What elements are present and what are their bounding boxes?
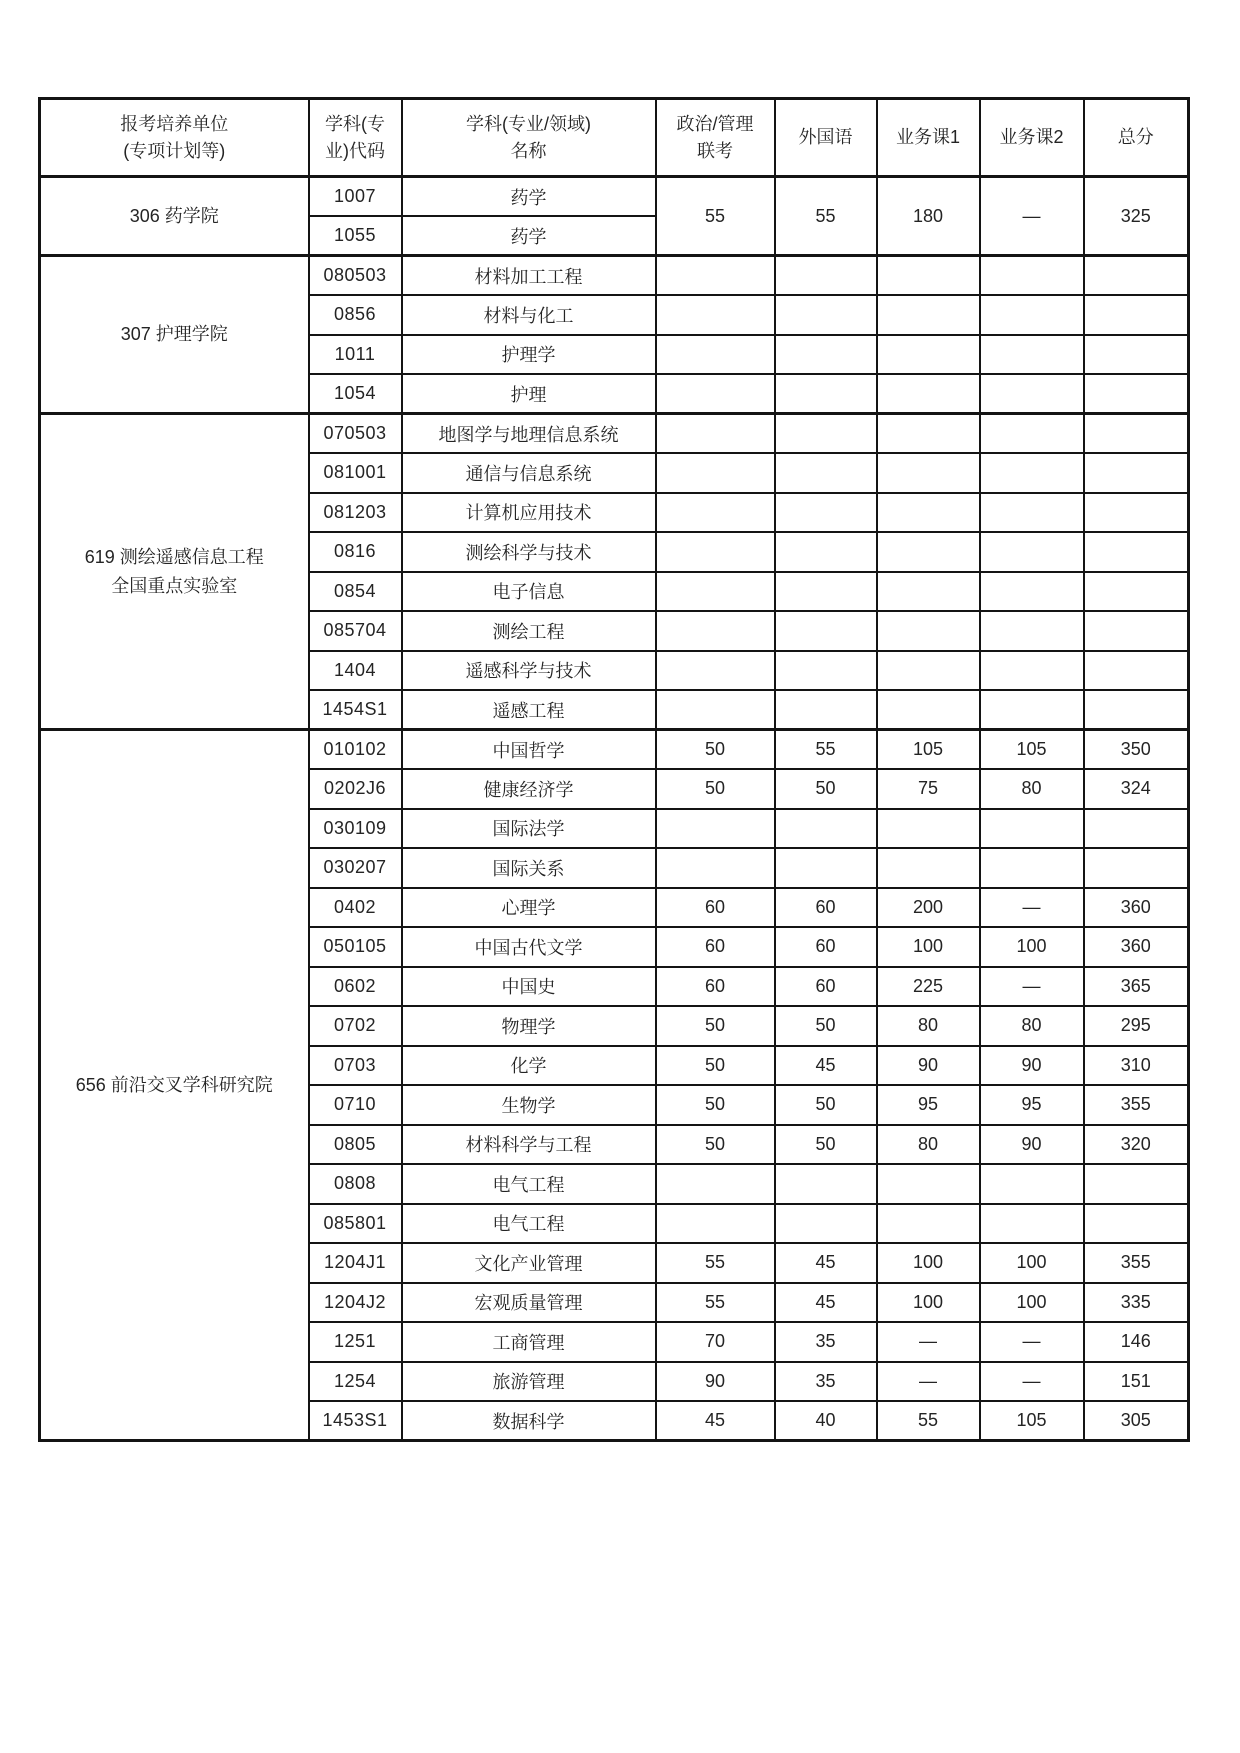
score-cell-course2 [980, 1164, 1084, 1204]
score-cell-total [1084, 256, 1189, 296]
score-cell-course2 [980, 295, 1084, 335]
score-cell-total: 151 [1084, 1362, 1189, 1402]
name-cell: 测绘工程 [402, 611, 656, 651]
score-cell-course2: 90 [980, 1125, 1084, 1165]
name-cell: 计算机应用技术 [402, 493, 656, 533]
name-cell: 宏观质量管理 [402, 1283, 656, 1323]
score-cell-total: 146 [1084, 1322, 1189, 1362]
score-cell-foreign: 60 [775, 967, 877, 1007]
header-line: 联考 [697, 140, 733, 161]
score-cell-course2: — [980, 888, 1084, 928]
score-cell-course2: — [980, 1362, 1084, 1402]
score-cell-course1 [877, 572, 980, 612]
header-line: 报考培养单位 [120, 114, 229, 135]
score-cell-course2 [980, 690, 1084, 730]
score-cell-course2: — [980, 967, 1084, 1007]
name-cell: 材料与化工 [402, 295, 656, 335]
document-sheet [38, 97, 1190, 1442]
code-cell: 0202J6 [309, 769, 402, 809]
score-cell-foreign: 60 [775, 927, 877, 967]
table-row [40, 414, 1189, 454]
name-cell: 中国哲学 [402, 730, 656, 770]
name-cell: 国际关系 [402, 848, 656, 888]
score-cell-total: 310 [1084, 1046, 1189, 1086]
score-cell-total: 305 [1084, 1401, 1189, 1441]
score-cell-politics: 90 [656, 1362, 775, 1402]
col-header-name [402, 99, 656, 177]
score-cell-politics: 50 [656, 1085, 775, 1125]
name-cell: 药学 [402, 216, 656, 256]
score-cell-course1: 100 [877, 1243, 980, 1283]
score-cell-course2 [980, 256, 1084, 296]
table-row [40, 730, 1189, 770]
name-cell: 旅游管理 [402, 1362, 656, 1402]
score-cell-course2 [980, 493, 1084, 533]
code-cell: 1454S1 [309, 690, 402, 730]
score-cell-course1: 105 [877, 730, 980, 770]
table-row [40, 256, 1189, 296]
score-cell-politics [656, 335, 775, 375]
score-cell-total: 355 [1084, 1243, 1189, 1283]
name-cell: 遥感工程 [402, 690, 656, 730]
score-cell-course1: 100 [877, 1283, 980, 1323]
code-cell: 085801 [309, 1204, 402, 1244]
score-cell-course2: 105 [980, 730, 1084, 770]
score-cell-course1 [877, 651, 980, 691]
score-cell-foreign [775, 1204, 877, 1244]
score-cell-total: 335 [1084, 1283, 1189, 1323]
score-cell-total [1084, 374, 1189, 414]
score-cell-course1 [877, 1164, 980, 1204]
score-cell-course1: 80 [877, 1006, 980, 1046]
name-cell: 化学 [402, 1046, 656, 1086]
score-cell-politics [656, 532, 775, 572]
score-cell-course1 [877, 453, 980, 493]
score-cell-course2: 100 [980, 1243, 1084, 1283]
score-cell-course2 [980, 809, 1084, 849]
code-cell: 0816 [309, 532, 402, 572]
score-cell-foreign: 55 [775, 177, 877, 256]
name-cell: 遥感科学与技术 [402, 651, 656, 691]
score-cell-politics [656, 572, 775, 612]
score-cell-politics [656, 374, 775, 414]
score-cell-course1 [877, 611, 980, 651]
score-cell-politics: 45 [656, 1401, 775, 1441]
score-cell-foreign [775, 651, 877, 691]
name-cell: 健康经济学 [402, 769, 656, 809]
unit-cell-619: 619 测绘遥感信息工程 全国重点实验室 [40, 414, 309, 730]
score-cell-course1 [877, 414, 980, 454]
score-cell-politics [656, 1204, 775, 1244]
score-cell-total: 324 [1084, 769, 1189, 809]
score-cell-course2: — [980, 177, 1084, 256]
name-cell: 测绘科学与技术 [402, 532, 656, 572]
code-cell: 0702 [309, 1006, 402, 1046]
score-cell-course1 [877, 493, 980, 533]
col-header-unit [40, 99, 309, 177]
header-line: 学科(专 [325, 114, 385, 135]
score-cell-foreign: 45 [775, 1243, 877, 1283]
name-cell: 药学 [402, 177, 656, 217]
score-cell-course2: 80 [980, 769, 1084, 809]
score-cell-politics [656, 256, 775, 296]
score-cell-foreign [775, 690, 877, 730]
score-cell-course1: 100 [877, 927, 980, 967]
score-cell-course2 [980, 532, 1084, 572]
score-cell-foreign [775, 611, 877, 651]
score-cell-course1 [877, 848, 980, 888]
score-cell-politics [656, 414, 775, 454]
score-cell-course2: 80 [980, 1006, 1084, 1046]
score-cell-foreign [775, 572, 877, 612]
name-cell: 文化产业管理 [402, 1243, 656, 1283]
name-cell: 材料科学与工程 [402, 1125, 656, 1165]
name-cell: 心理学 [402, 888, 656, 928]
score-cell-foreign: 35 [775, 1362, 877, 1402]
header-line: 学科(专业/领域) [466, 114, 591, 135]
score-cell-course1 [877, 809, 980, 849]
score-cell-foreign: 45 [775, 1046, 877, 1086]
score-cell-foreign [775, 295, 877, 335]
score-cell-course1 [877, 374, 980, 414]
score-cell-foreign: 50 [775, 1006, 877, 1046]
score-cell-course2 [980, 453, 1084, 493]
score-cell-course1: 90 [877, 1046, 980, 1086]
col-header-code [309, 99, 402, 177]
col-header-total: 总分 [1084, 99, 1189, 177]
score-cell-course2: 90 [980, 1046, 1084, 1086]
score-cell-course1 [877, 256, 980, 296]
score-cell-course2 [980, 572, 1084, 612]
score-cell-course1: 180 [877, 177, 980, 256]
score-cell-total [1084, 453, 1189, 493]
code-cell: 010102 [309, 730, 402, 770]
score-cell-politics: 50 [656, 730, 775, 770]
score-cell-course1: 200 [877, 888, 980, 928]
score-cell-total [1084, 295, 1189, 335]
score-cell-politics [656, 1164, 775, 1204]
score-cell-course1: — [877, 1362, 980, 1402]
score-cell-course1 [877, 295, 980, 335]
code-cell: 1453S1 [309, 1401, 402, 1441]
code-cell: 1254 [309, 1362, 402, 1402]
col-header-course2: 业务课2 [980, 99, 1084, 177]
score-cell-politics: 50 [656, 1125, 775, 1165]
score-cell-politics [656, 848, 775, 888]
score-cell-politics [656, 690, 775, 730]
score-cell-course2: 100 [980, 927, 1084, 967]
score-cell-course1: — [877, 1322, 980, 1362]
table-row [40, 177, 1189, 217]
score-cell-total [1084, 414, 1189, 454]
name-cell: 物理学 [402, 1006, 656, 1046]
score-cell-total: 355 [1084, 1085, 1189, 1125]
name-cell: 数据科学 [402, 1401, 656, 1441]
name-cell: 电气工程 [402, 1164, 656, 1204]
score-cell-course2 [980, 848, 1084, 888]
score-cell-course2: 95 [980, 1085, 1084, 1125]
score-cell-politics [656, 453, 775, 493]
score-cell-total [1084, 572, 1189, 612]
code-cell: 030207 [309, 848, 402, 888]
score-cell-politics: 50 [656, 1006, 775, 1046]
score-cell-course2: 100 [980, 1283, 1084, 1323]
name-cell: 护理 [402, 374, 656, 414]
name-cell: 材料加工工程 [402, 256, 656, 296]
score-table [38, 97, 1190, 1442]
unit-cell-307: 307 护理学院 [40, 256, 309, 414]
code-cell: 080503 [309, 256, 402, 296]
score-cell-politics: 55 [656, 1243, 775, 1283]
code-cell: 085704 [309, 611, 402, 651]
code-cell: 1007 [309, 177, 402, 217]
name-cell: 中国古代文学 [402, 927, 656, 967]
code-cell: 1204J2 [309, 1283, 402, 1323]
col-header-course1: 业务课1 [877, 99, 980, 177]
score-cell-course2 [980, 651, 1084, 691]
score-cell-course2 [980, 1204, 1084, 1244]
code-cell: 0602 [309, 967, 402, 1007]
score-cell-course2: 105 [980, 1401, 1084, 1441]
score-cell-course2 [980, 414, 1084, 454]
name-cell: 工商管理 [402, 1322, 656, 1362]
score-cell-total [1084, 809, 1189, 849]
score-cell-politics: 50 [656, 769, 775, 809]
score-cell-foreign [775, 414, 877, 454]
name-cell: 通信与信息系统 [402, 453, 656, 493]
score-cell-foreign [775, 809, 877, 849]
score-cell-foreign: 60 [775, 888, 877, 928]
score-cell-politics: 50 [656, 1046, 775, 1086]
score-cell-total: 365 [1084, 967, 1189, 1007]
score-cell-politics [656, 295, 775, 335]
name-cell: 中国史 [402, 967, 656, 1007]
score-cell-politics [656, 651, 775, 691]
col-header-foreign-language: 外国语 [775, 99, 877, 177]
score-cell-politics [656, 493, 775, 533]
score-cell-total [1084, 335, 1189, 375]
code-cell: 1011 [309, 335, 402, 375]
score-cell-total: 295 [1084, 1006, 1189, 1046]
code-cell: 0808 [309, 1164, 402, 1204]
score-cell-foreign: 55 [775, 730, 877, 770]
code-cell: 050105 [309, 927, 402, 967]
code-cell: 0703 [309, 1046, 402, 1086]
score-cell-politics: 55 [656, 177, 775, 256]
score-cell-total [1084, 651, 1189, 691]
header-line: (专项计划等) [123, 140, 226, 161]
score-cell-politics: 60 [656, 967, 775, 1007]
score-cell-course1: 95 [877, 1085, 980, 1125]
score-cell-foreign [775, 532, 877, 572]
code-cell: 1204J1 [309, 1243, 402, 1283]
code-cell: 1404 [309, 651, 402, 691]
score-cell-total: 325 [1084, 177, 1189, 256]
unit-cell-656: 656 前沿交叉学科研究院 [40, 730, 309, 1441]
score-cell-total [1084, 1204, 1189, 1244]
code-cell: 1251 [309, 1322, 402, 1362]
score-cell-course1: 80 [877, 1125, 980, 1165]
unit-cell-306: 306 药学院 [40, 177, 309, 256]
code-cell: 0402 [309, 888, 402, 928]
col-header-politics [656, 99, 775, 177]
name-cell: 地图学与地理信息系统 [402, 414, 656, 454]
name-cell: 电气工程 [402, 1204, 656, 1244]
code-cell: 030109 [309, 809, 402, 849]
code-cell: 081203 [309, 493, 402, 533]
score-cell-course1 [877, 690, 980, 730]
header-line: 政治/管理 [676, 114, 754, 135]
header-line: 名称 [510, 140, 547, 161]
score-cell-total [1084, 532, 1189, 572]
score-cell-foreign: 50 [775, 1125, 877, 1165]
score-cell-course1: 225 [877, 967, 980, 1007]
score-cell-foreign: 40 [775, 1401, 877, 1441]
name-cell: 国际法学 [402, 809, 656, 849]
score-cell-foreign [775, 335, 877, 375]
score-cell-total: 360 [1084, 888, 1189, 928]
score-cell-course2 [980, 611, 1084, 651]
score-cell-course2 [980, 374, 1084, 414]
score-cell-foreign [775, 374, 877, 414]
score-cell-total: 350 [1084, 730, 1189, 770]
code-cell: 0856 [309, 295, 402, 335]
score-cell-total: 360 [1084, 927, 1189, 967]
score-cell-foreign [775, 453, 877, 493]
name-cell: 电子信息 [402, 572, 656, 612]
score-cell-course2 [980, 335, 1084, 375]
header-line: 业)代码 [325, 140, 385, 161]
score-cell-course1 [877, 532, 980, 572]
code-cell: 0854 [309, 572, 402, 612]
code-cell: 1055 [309, 216, 402, 256]
header-row [40, 99, 1189, 177]
score-cell-total [1084, 690, 1189, 730]
score-cell-foreign: 50 [775, 769, 877, 809]
score-cell-foreign: 35 [775, 1322, 877, 1362]
score-cell-politics: 60 [656, 888, 775, 928]
score-cell-total [1084, 848, 1189, 888]
score-cell-foreign [775, 848, 877, 888]
score-cell-politics [656, 611, 775, 651]
score-cell-total [1084, 493, 1189, 533]
code-cell: 0710 [309, 1085, 402, 1125]
code-cell: 0805 [309, 1125, 402, 1165]
score-cell-politics: 60 [656, 927, 775, 967]
score-cell-course1 [877, 1204, 980, 1244]
score-cell-foreign: 45 [775, 1283, 877, 1323]
code-cell: 081001 [309, 453, 402, 493]
score-cell-politics: 55 [656, 1283, 775, 1323]
code-cell: 070503 [309, 414, 402, 454]
score-cell-foreign [775, 493, 877, 533]
score-cell-course1 [877, 335, 980, 375]
score-cell-total [1084, 1164, 1189, 1204]
score-cell-total: 320 [1084, 1125, 1189, 1165]
code-cell: 1054 [309, 374, 402, 414]
score-cell-total [1084, 611, 1189, 651]
score-cell-politics: 70 [656, 1322, 775, 1362]
score-cell-foreign: 50 [775, 1085, 877, 1125]
score-cell-foreign [775, 256, 877, 296]
name-cell: 护理学 [402, 335, 656, 375]
name-cell: 生物学 [402, 1085, 656, 1125]
score-cell-politics [656, 809, 775, 849]
score-cell-course2: — [980, 1322, 1084, 1362]
score-cell-foreign [775, 1164, 877, 1204]
score-cell-course1: 55 [877, 1401, 980, 1441]
score-cell-course1: 75 [877, 769, 980, 809]
